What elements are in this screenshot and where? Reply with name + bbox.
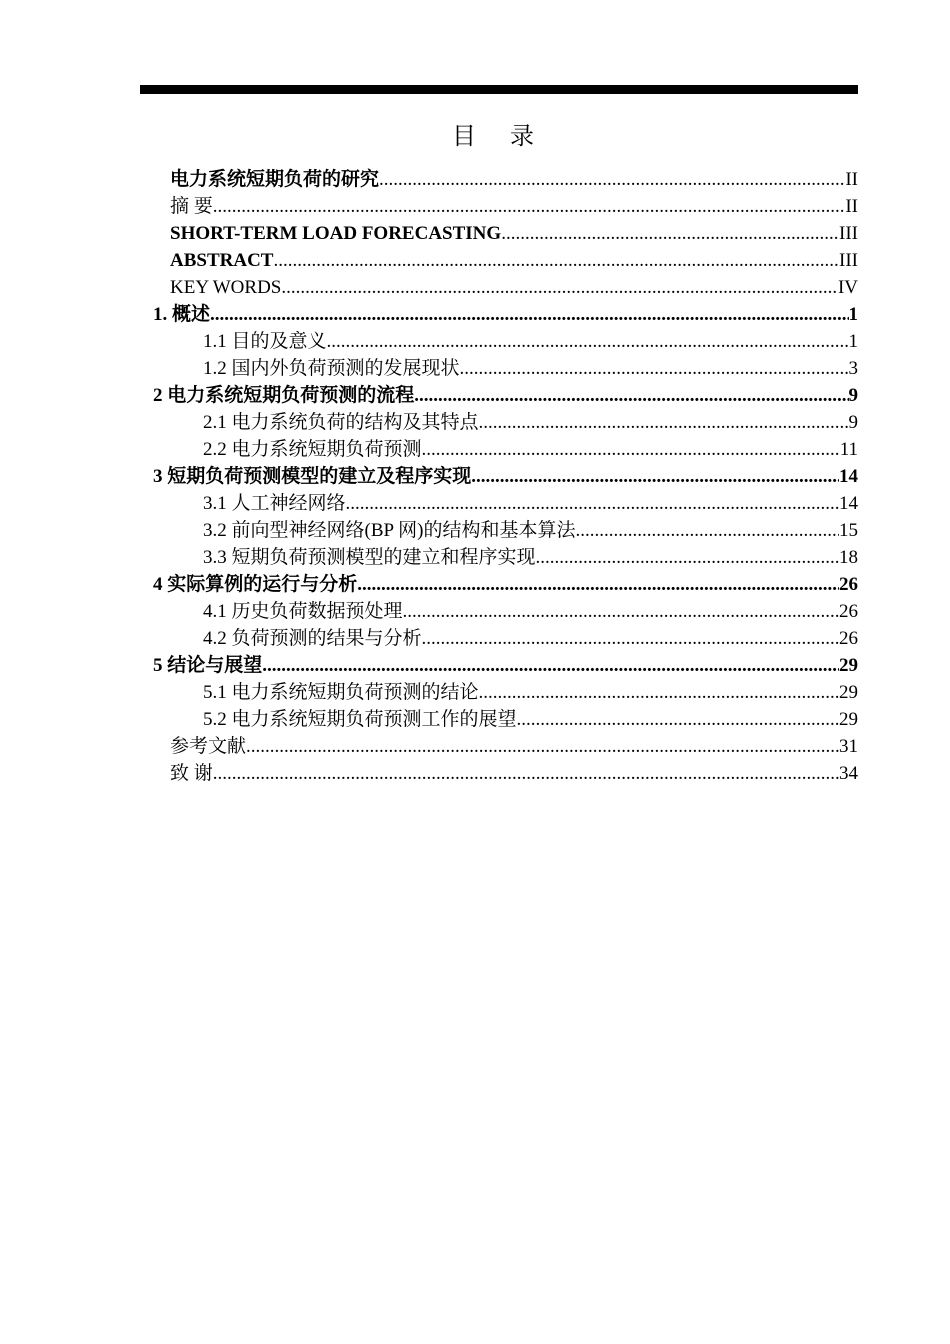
- toc-entry-page: 14: [839, 493, 858, 514]
- toc-entry[interactable]: [153, 571, 858, 598]
- toc-leader-dots: [262, 652, 839, 679]
- toc-entry[interactable]: [170, 220, 858, 247]
- toc-entry-page: 1: [848, 331, 858, 352]
- toc-leader-dots: [517, 706, 839, 733]
- toc-entry-title: 4 实际算例的运行与分析: [153, 574, 358, 595]
- toc-leader-dots: [536, 544, 839, 571]
- toc-leader-dots: [346, 490, 839, 517]
- toc-entry-title: 摘 要: [170, 196, 213, 217]
- toc-leader-dots: [575, 517, 839, 544]
- toc-entry-page: 1: [848, 304, 858, 325]
- toc-entry-page: 18: [839, 547, 858, 568]
- toc-leader-dots: [422, 436, 840, 463]
- toc-leader-dots: [357, 571, 839, 598]
- toc-entry-page: 9: [848, 385, 858, 406]
- toc-leader-dots: [479, 679, 839, 706]
- toc-leader-dots: [501, 220, 839, 247]
- page-title: 目 录: [452, 124, 548, 150]
- toc-entry-page: 26: [839, 628, 858, 649]
- toc-leader-dots: [213, 193, 846, 220]
- toc-entry-page: 26: [839, 574, 858, 595]
- toc-entry-title: 5.2 电力系统短期负荷预测工作的展望: [203, 709, 517, 730]
- toc-entry[interactable]: [203, 436, 858, 463]
- toc-entry[interactable]: [153, 652, 858, 679]
- toc-entry-page: 15: [839, 520, 858, 541]
- toc-entry-title: 3.3 短期负荷预测模型的建立和程序实现: [203, 547, 536, 568]
- toc-entry[interactable]: [170, 166, 858, 193]
- toc-entry-title: 2 电力系统短期负荷预测的流程: [153, 385, 415, 406]
- toc-entry-title: 3.1 人工神经网络: [203, 493, 346, 514]
- toc-entry[interactable]: [153, 463, 858, 490]
- toc-leader-dots: [273, 247, 839, 274]
- toc-entry[interactable]: [170, 760, 858, 787]
- toc-entry-page: 9: [848, 412, 858, 433]
- toc-entry-page: 31: [839, 736, 858, 757]
- toc-leader-dots: [422, 625, 839, 652]
- toc-entry[interactable]: [203, 328, 858, 355]
- toc-entry[interactable]: [203, 598, 858, 625]
- toc-leader-dots: [460, 355, 849, 382]
- toc-entry-title: 2.1 电力系统负荷的结构及其特点: [203, 412, 479, 433]
- toc-leader-dots: [246, 733, 839, 760]
- toc-entry-title: 1. 概述: [153, 304, 211, 325]
- toc-entry-page: IV: [837, 277, 858, 298]
- toc-entry[interactable]: [153, 382, 858, 409]
- toc-entry-page: 29: [839, 682, 858, 703]
- toc-leader-dots: [379, 166, 845, 193]
- toc-entry-page: 29: [839, 709, 858, 730]
- toc-entry-page: 14: [839, 466, 858, 487]
- toc-entry[interactable]: [203, 490, 858, 517]
- toc-entry-page: 3: [848, 358, 858, 379]
- toc-entry-page: III: [839, 250, 858, 271]
- toc-entry[interactable]: [170, 733, 858, 760]
- toc-entry[interactable]: [203, 544, 858, 571]
- toc-entry-page: III: [839, 223, 858, 244]
- toc-entry[interactable]: [203, 706, 858, 733]
- toc-leader-dots: [403, 598, 839, 625]
- toc-entry[interactable]: [203, 409, 858, 436]
- toc-entry-page: 29: [839, 655, 858, 676]
- toc-entry-title: SHORT-TERM LOAD FORECASTING: [170, 223, 502, 244]
- toc-entry[interactable]: [203, 625, 858, 652]
- toc-leader-dots: [414, 382, 848, 409]
- toc-entry-page: 11: [839, 439, 858, 460]
- toc-entry[interactable]: [203, 517, 858, 544]
- toc-entry-title: 参考文献: [170, 736, 247, 757]
- toc-leader-dots: [327, 328, 849, 355]
- toc-entry-title: KEY WORDS: [170, 277, 282, 298]
- toc-entry-page: 26: [839, 601, 858, 622]
- toc-leader-dots: [210, 301, 848, 328]
- toc-entry-title: 1.1 目的及意义: [203, 331, 327, 352]
- toc-entry-title: 4.1 历史负荷数据预处理: [203, 601, 403, 622]
- toc-leader-dots: [281, 274, 838, 301]
- toc-leader-dots: [479, 409, 849, 436]
- header-rule: [140, 85, 858, 94]
- toc-entry-page: 34: [839, 763, 858, 784]
- toc-entry-page: II: [845, 169, 858, 190]
- toc-entry[interactable]: [203, 679, 858, 706]
- toc-entry-title: ABSTRACT: [170, 250, 274, 271]
- toc-entry-title: 5.1 电力系统短期负荷预测的结论: [203, 682, 479, 703]
- toc-entry-title: 4.2 负荷预测的结果与分析: [203, 628, 422, 649]
- toc-leader-dots: [213, 760, 839, 787]
- toc-entry-page: II: [845, 196, 858, 217]
- toc-entry-title: 1.2 国内外负荷预测的发展现状: [203, 358, 460, 379]
- toc-entry[interactable]: [153, 301, 858, 328]
- toc-entry[interactable]: [170, 274, 858, 301]
- toc-entry[interactable]: [203, 355, 858, 382]
- toc-entry-title: 5 结论与展望: [153, 655, 263, 676]
- toc-entry-title: 3 短期负荷预测模型的建立及程序实现: [153, 466, 472, 487]
- toc-entry[interactable]: [170, 193, 858, 220]
- toc-entry-title: 致 谢: [170, 763, 213, 784]
- toc-entry-title: 2.2 电力系统短期负荷预测: [203, 439, 422, 460]
- toc-entry[interactable]: [170, 247, 858, 274]
- toc-leader-dots: [471, 463, 839, 490]
- toc-entry-title: 电力系统短期负荷的研究: [170, 169, 380, 190]
- toc-entry-title: 3.2 前向型神经网络(BP 网)的结构和基本算法: [203, 520, 576, 541]
